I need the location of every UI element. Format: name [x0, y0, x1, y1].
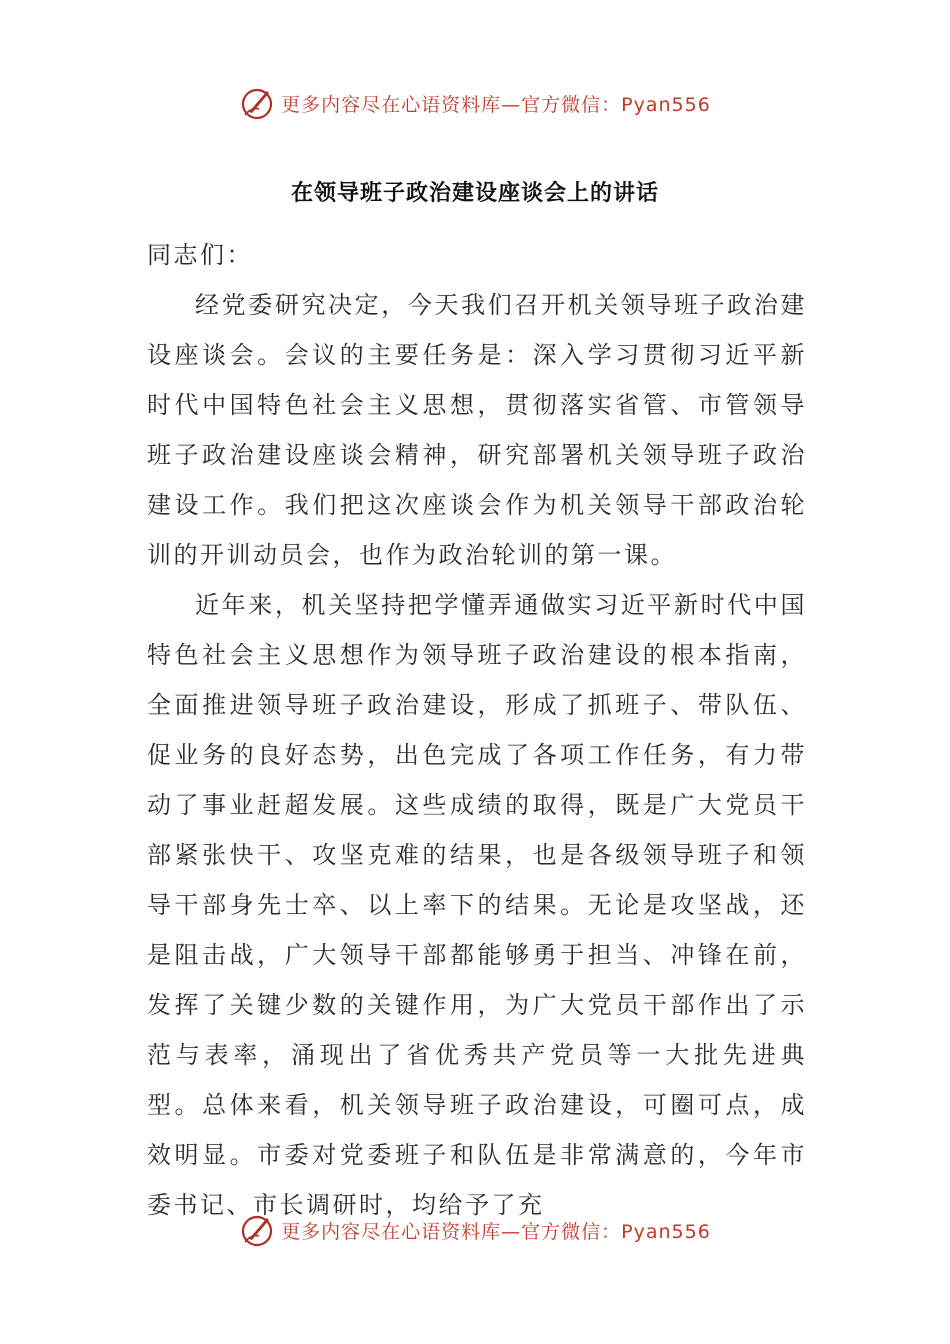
document-body: [147, 230, 807, 1230]
salutation: 同志们：: [147, 241, 253, 269]
header-promo-text: 更多内容尽在心语资料库—官方微信：Pyan556: [281, 93, 711, 116]
footer-promo-text: 更多内容尽在心语资料库—官方微信：Pyan556: [281, 1220, 711, 1243]
footer-banner: [0, 1210, 950, 1250]
header-banner: [0, 83, 950, 123]
paragraph-2: 近年来，机关坚持把学懂弄通做实习近平新时代中国特色社会主义思想作为领导班子政治建设的根本指南，全面推进领导班子政治建设，形成了抓班子、带队伍、促业务的良好态势，出色完成了各项工作任务，有力带动了事业赶超发展。这些成绩的取得，既是广大党员干部紧张快干、攻坚克难的结果，也是各级领导班子和领导干部身先士卒、以上率下的结果。无论是攻坚战，还是阻击战，广大领导干部都能够勇于担当、冲锋在前，发挥了关键少数的关键作用，为广大党员干部作出了示范与表率，涌现出了省优秀共产党员等一大批先进典型。总体来看，机关领导班子政治建设，可圈可点，成效明显。市委对党委班子和队伍是非常满意的，今年市委书记、市长调研时，均给予了充: [147, 591, 807, 1219]
paragraph-1: 经党委研究决定，今天我们召开机关领导班子政治建设座谈会。会议的主要任务是：深入学习贯彻习近平新时代中国特色社会主义思想，贯彻落实省管、市管领导班子政治建设座谈会精神，研究部署机关领导班子政治建设工作。我们把这次座谈会作为机关领导干部政治轮训的开训动员会，也作为政治轮训的第一课。: [147, 291, 807, 569]
document-title: 在领导班子政治建设座谈会上的讲话: [290, 181, 659, 206]
quill-pen-logo-icon: [239, 1212, 275, 1248]
quill-pen-logo-icon: [239, 85, 275, 121]
